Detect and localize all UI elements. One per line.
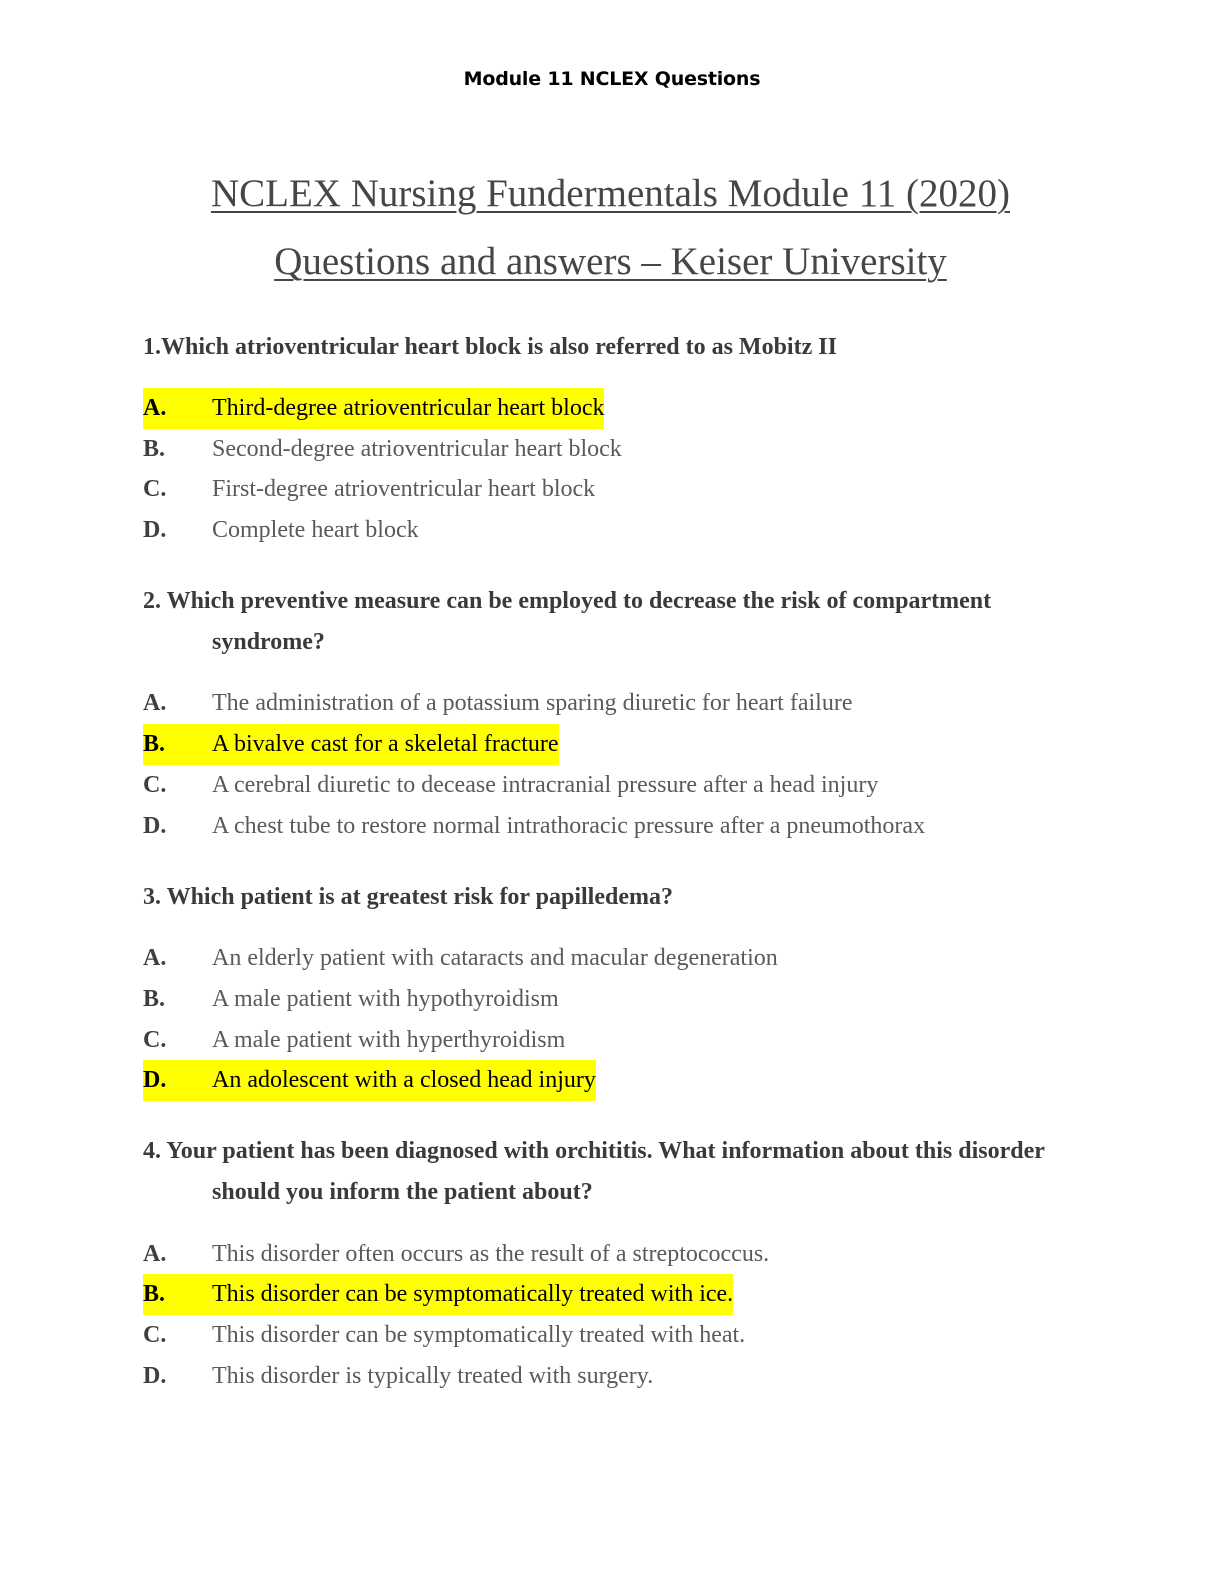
answer-option-content <box>143 683 852 724</box>
answer-option-letter: D. <box>143 1363 167 1390</box>
question-stem: 3. Which patient is at greatest risk for papilledema? <box>143 883 673 910</box>
page-title-line-1: NCLEX Nursing Fundermentals Module 11 (2020) <box>210 172 1011 215</box>
answer-option-letter: C. <box>143 772 167 799</box>
answer-option-letter: B. <box>143 985 166 1012</box>
page-title-line-2: Questions and answers – Keiser University <box>274 240 947 284</box>
answer-option-text: A bivalve cast for a skeletal fracture <box>212 731 559 758</box>
answer-option-letter: D. <box>143 517 167 544</box>
answer-option-text: Complete heart block <box>212 517 419 544</box>
answer-option[interactable] <box>143 765 1078 806</box>
answer-option-text: This disorder often occurs as the result of a streptococcus. <box>212 1240 770 1267</box>
answer-option-content <box>143 806 925 847</box>
answer-option-letter: A. <box>143 690 167 717</box>
question-spacer <box>143 847 1078 877</box>
answer-option-content <box>143 1020 565 1061</box>
answer-options <box>143 388 1078 551</box>
answer-option-content <box>143 388 604 429</box>
answer-option-highlighted[interactable] <box>143 1060 1078 1101</box>
answer-option-content <box>143 1060 596 1101</box>
answer-option-text: A male patient with hypothyroidism <box>212 985 559 1012</box>
answer-option-text: An elderly patient with cataracts and macular degeneration <box>212 944 778 971</box>
answer-option-letter: B. <box>143 1281 166 1308</box>
answer-option-text: First-degree atrioventricular heart block <box>212 476 596 503</box>
answer-option-text: Second-degree atrioventricular heart block <box>212 435 622 462</box>
answer-option-content <box>143 938 778 979</box>
answer-option-content <box>143 1234 769 1275</box>
answer-option[interactable] <box>143 1356 1078 1397</box>
question-block <box>143 581 1078 877</box>
answer-option-content <box>143 510 419 551</box>
answer-option-text: A chest tube to restore normal intrathoracic pressure after a pneumothorax <box>212 812 926 839</box>
answer-option[interactable] <box>143 1234 1078 1275</box>
answer-option-content <box>143 724 559 765</box>
stem-options-spacer <box>143 368 1078 388</box>
question-spacer <box>143 1101 1078 1131</box>
answer-option[interactable] <box>143 1315 1078 1356</box>
question-spacer <box>143 551 1078 581</box>
answer-option[interactable] <box>143 469 1078 510</box>
answer-option-content <box>143 469 595 510</box>
answer-option-text: A male patient with hyperthyroidism <box>212 1026 566 1053</box>
answer-option-text: An adolescent with a closed head injury <box>212 1067 596 1094</box>
answer-option-letter: C. <box>143 1322 167 1349</box>
question-block <box>143 877 1078 1131</box>
answer-option-text: This disorder is typically treated with surgery. <box>212 1363 654 1390</box>
answer-option-highlighted[interactable] <box>143 724 1078 765</box>
answer-option[interactable] <box>143 938 1078 979</box>
answer-option-letter: A. <box>143 394 167 421</box>
running-header: Module 11 NCLEX Questions <box>463 68 761 90</box>
question-stem: 4. Your patient has been diagnosed with orchititis. What information about this disorder should you inform the patient about? <box>143 1138 1045 1206</box>
answer-options <box>143 938 1078 1101</box>
answer-option[interactable] <box>143 979 1078 1020</box>
answer-option[interactable] <box>143 683 1078 724</box>
document-body <box>143 160 1078 1427</box>
answer-option-text: A cerebral diuretic to decease intracranial pressure after a head injury <box>212 772 879 799</box>
answer-option-highlighted[interactable] <box>143 1274 1078 1315</box>
answer-option-letter: A. <box>143 944 167 971</box>
answer-options <box>143 1234 1078 1397</box>
answer-option-letter: C. <box>143 476 167 503</box>
question-block <box>143 327 1078 581</box>
answer-options <box>143 683 1078 846</box>
answer-option-text: This disorder can be symptomatically treated with heat. <box>212 1322 746 1349</box>
answer-option-letter: B. <box>143 731 166 758</box>
answer-option-letter: A. <box>143 1240 167 1267</box>
answer-option-letter: D. <box>143 812 167 839</box>
answer-option-content <box>143 979 559 1020</box>
answer-option-text: The administration of a potassium sparing diuretic for heart failure <box>212 690 853 717</box>
answer-option[interactable] <box>143 1020 1078 1061</box>
answer-option-content <box>143 1274 733 1315</box>
answer-option-text: This disorder can be symptomatically treated with ice. <box>212 1281 734 1308</box>
answer-option-letter: D. <box>143 1067 167 1094</box>
answer-option-content <box>143 1356 653 1397</box>
answer-option[interactable] <box>143 510 1078 551</box>
answer-option-letter: C. <box>143 1026 167 1053</box>
question-spacer <box>143 1397 1078 1427</box>
question-block <box>143 1131 1078 1427</box>
stem-options-spacer <box>143 663 1078 683</box>
stem-options-spacer <box>143 1214 1078 1234</box>
answer-option-content <box>143 429 622 470</box>
answer-option[interactable] <box>143 806 1078 847</box>
stem-options-spacer <box>143 918 1078 938</box>
answer-option-letter: B. <box>143 435 166 462</box>
answer-option-highlighted[interactable] <box>143 388 1078 429</box>
answer-option-content <box>143 1315 745 1356</box>
question-stem: 2. Which preventive measure can be employed to decrease the risk of compartment syndrome? <box>143 587 992 656</box>
answer-option-text: Third-degree atrioventricular heart block <box>212 394 605 421</box>
page-title <box>143 160 1078 297</box>
answer-option[interactable] <box>143 429 1078 470</box>
questions-list <box>143 327 1078 1427</box>
answer-option-content <box>143 765 878 806</box>
question-stem: 1.Which atrioventricular heart block is also referred to as Mobitz II <box>143 333 837 360</box>
